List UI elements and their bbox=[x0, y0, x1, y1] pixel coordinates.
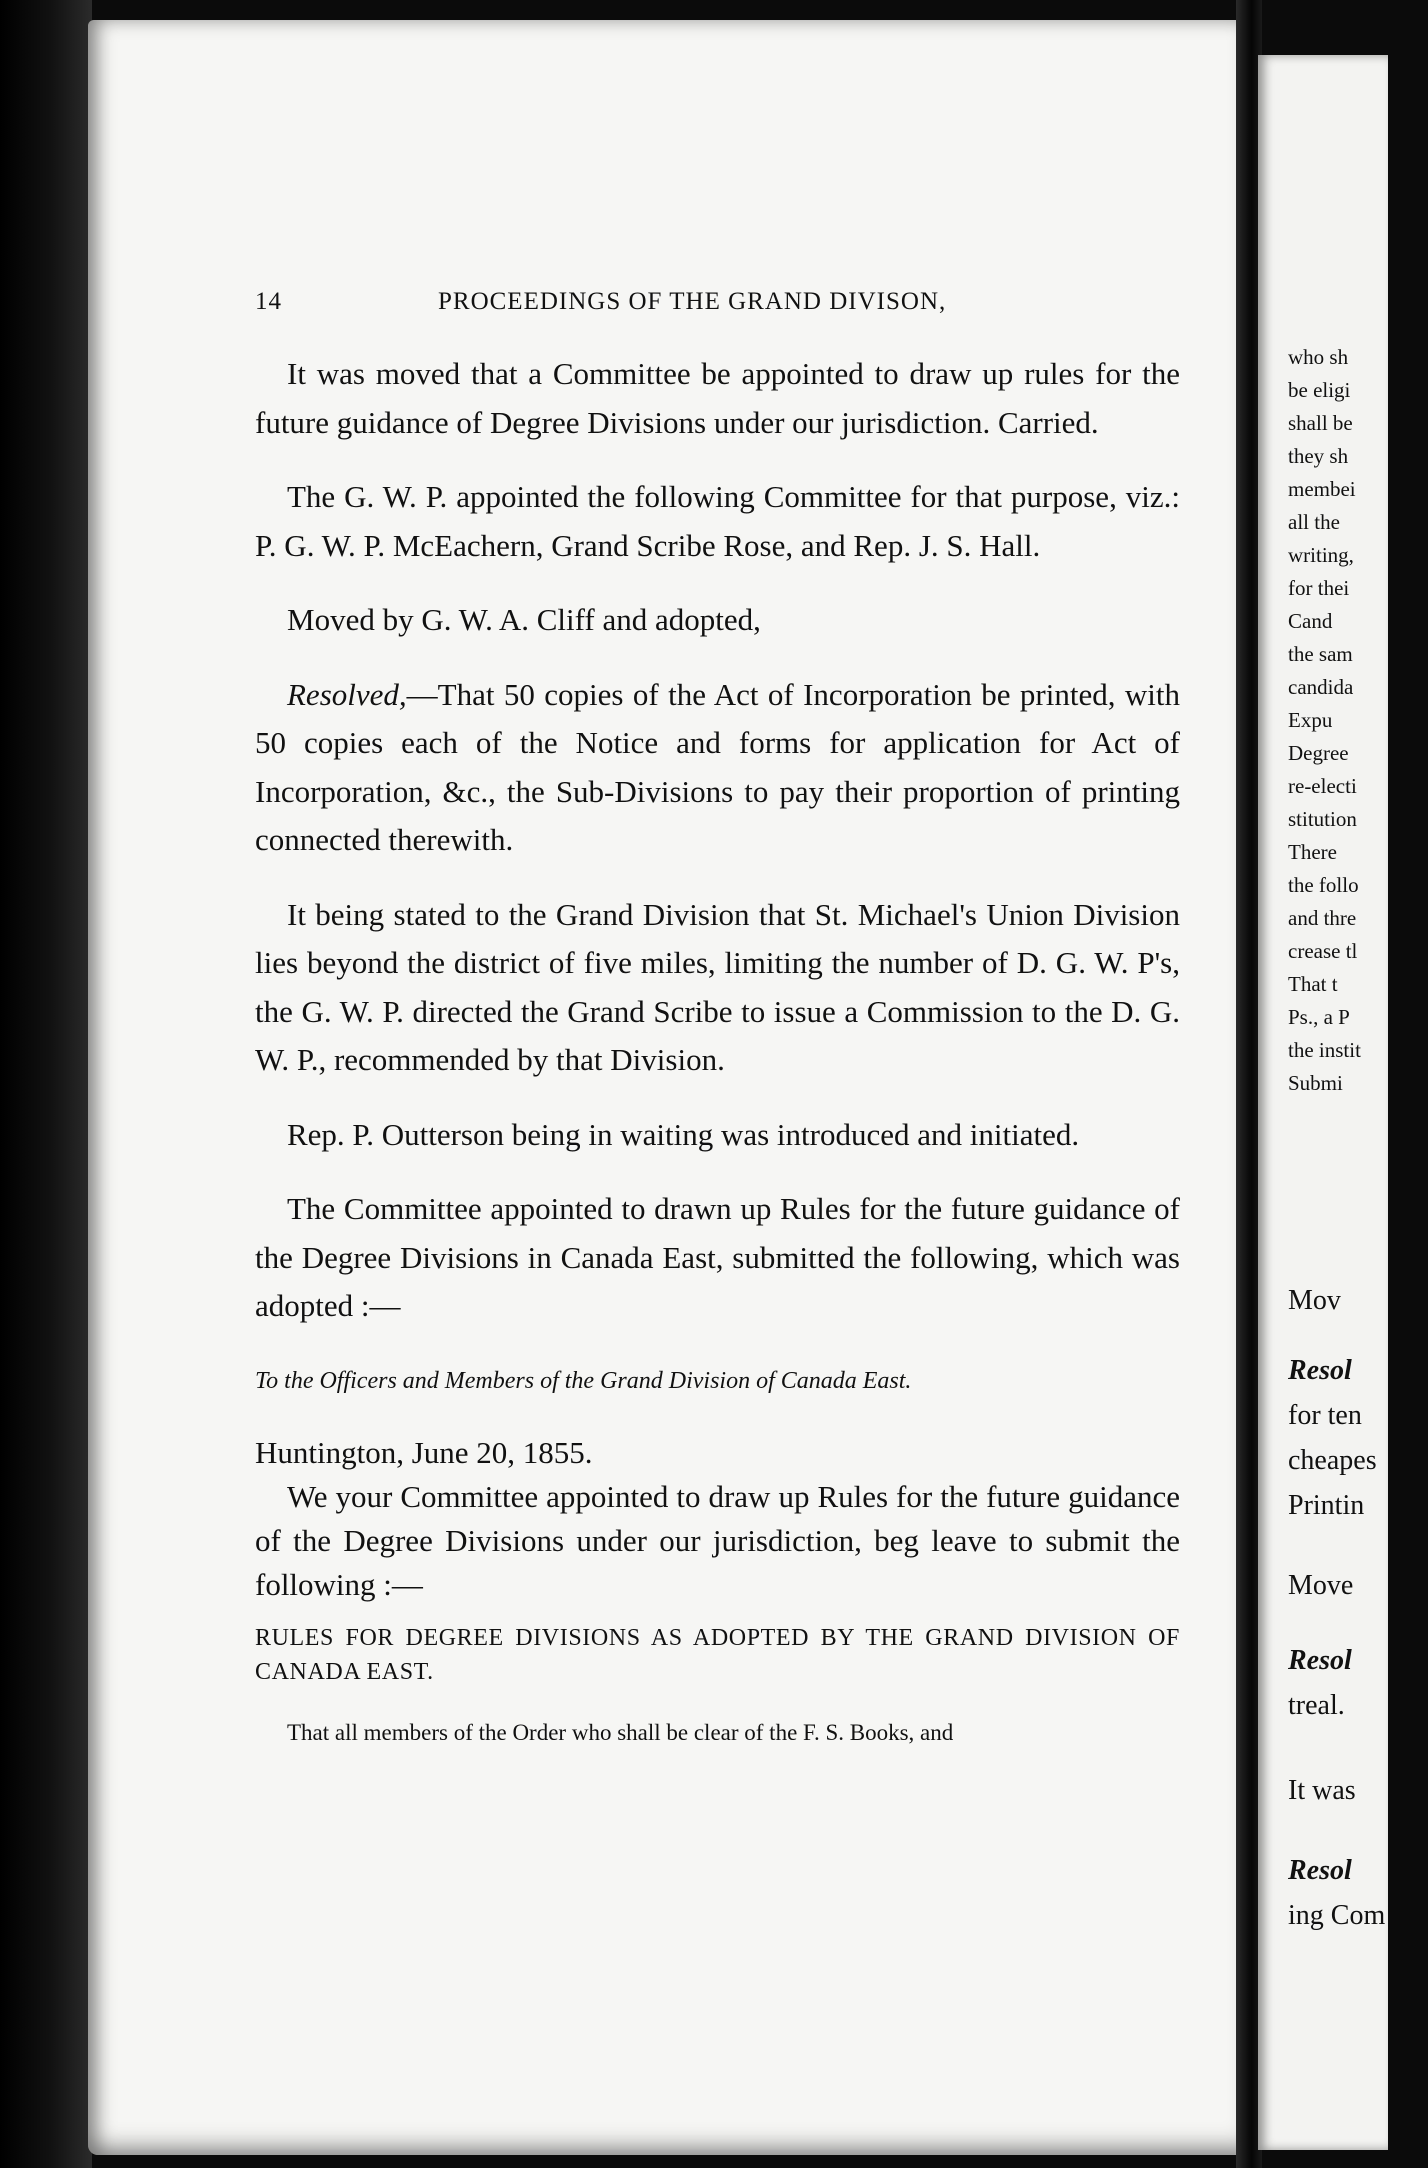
page-number: 14 bbox=[255, 288, 282, 315]
running-title: PROCEEDINGS OF THE GRAND DIVISON, bbox=[438, 288, 947, 315]
scan-border-left bbox=[0, 0, 92, 2168]
adjacent-line: Cand bbox=[1288, 609, 1333, 633]
adjacent-line: the sam bbox=[1288, 642, 1353, 666]
adjacent-line: Resol bbox=[1288, 1855, 1352, 1886]
adjacent-line: Printin bbox=[1288, 1490, 1365, 1521]
report-address: To the Officers and Members of the Grand Division of Canada East. bbox=[255, 1367, 912, 1394]
paragraph-committee-report: The Committee appointed to drawn up Rules for the future guidance of the Degree Divisions in Canada East, submitted the following, which was adopted :— bbox=[255, 1191, 1180, 1323]
adjacent-line: membei bbox=[1288, 477, 1356, 501]
paragraph-moved-by: Moved by G. W. A. Cliff and adopted, bbox=[287, 602, 761, 637]
adjacent-line: Resol bbox=[1288, 1355, 1352, 1386]
adjacent-line: writing, bbox=[1288, 543, 1354, 567]
paragraph-committee-motion: It was moved that a Committee be appointed to draw up rules for the future guidance of Degree Divisions under our jurisdiction. Carried. bbox=[255, 356, 1180, 440]
adjacent-line: re-electi bbox=[1288, 774, 1357, 798]
adjacent-line: crease tl bbox=[1288, 939, 1358, 963]
adjacent-line: be eligi bbox=[1288, 378, 1351, 402]
adjacent-line: Ps., a P bbox=[1288, 1005, 1350, 1029]
paragraph-resolution bbox=[255, 671, 1180, 865]
rules-heading: RULES FOR DEGREE DIVISIONS AS ADOPTED BY THE GRAND DIVISION OF CANADA EAST. bbox=[255, 1625, 1180, 1685]
paragraph-rules-first: That all members of the Order who shall be clear of the F. S. Books, and bbox=[287, 1720, 954, 1745]
resolved-lead: Resolved, bbox=[287, 676, 407, 712]
adjacent-line: the follo bbox=[1288, 873, 1359, 897]
adjacent-line: There bbox=[1288, 840, 1337, 864]
adjacent-line: It was bbox=[1288, 1775, 1356, 1806]
adjacent-line: and thre bbox=[1288, 906, 1357, 930]
paragraph-report-intro: We your Committee appointed to draw up Rules for the future guidance of the Degree Divisions under our jurisdiction, beg leave to submit the following :— bbox=[255, 1479, 1180, 1602]
adjacent-line: cheapes bbox=[1288, 1445, 1377, 1476]
adjacent-line: candida bbox=[1288, 675, 1354, 699]
paragraph-committee-appointed: The G. W. P. appointed the following Committee for that purpose, viz.: P. G. W. P. McEachern, Grand Scribe Rose, and Rep. J. S. Hall. bbox=[255, 479, 1180, 563]
adjacent-line: for ten bbox=[1288, 1400, 1362, 1431]
adjacent-line: Resol bbox=[1288, 1645, 1352, 1676]
adjacent-line: Degree bbox=[1288, 741, 1349, 765]
adjacent-line: all the bbox=[1288, 510, 1340, 534]
report-dateline: Huntington, June 20, 1855. bbox=[255, 1435, 593, 1470]
paragraph-st-michaels: It being stated to the Grand Division that St. Michael's Union Division lies beyond the district of five miles, limiting the number of D. G. W. P's, the G. W. P. directed the Grand Scribe to issue a Commission to the D. G. W. P., recommended by that Division. bbox=[255, 896, 1180, 1077]
adjacent-line: That t bbox=[1288, 972, 1338, 996]
paragraph-initiation: Rep. P. Outterson being in waiting was introduced and initiated. bbox=[287, 1116, 1080, 1152]
adjacent-line: ing Com bbox=[1288, 1900, 1386, 1931]
adjacent-line: shall be bbox=[1288, 411, 1353, 435]
adjacent-line: the instit bbox=[1288, 1038, 1361, 1062]
adjacent-line: Submi bbox=[1288, 1071, 1343, 1095]
resolution-text: —That 50 copies of the Act of Incorporation be printed, with 50 copies each of the Notice and forms for application for Act of Incorporation, &c., the Sub-Divisions to pay their proportion of printing connected therewith. bbox=[255, 676, 1180, 857]
adjacent-line: for thei bbox=[1288, 576, 1350, 600]
adjacent-line: Move bbox=[1288, 1570, 1354, 1601]
adjacent-line: Expu bbox=[1288, 708, 1333, 732]
adjacent-line: stitution bbox=[1288, 807, 1357, 831]
adjacent-line: Mov bbox=[1288, 1285, 1341, 1316]
adjacent-line: treal. bbox=[1288, 1690, 1345, 1721]
page-body bbox=[255, 350, 1180, 1777]
adjacent-page bbox=[1258, 55, 1388, 2150]
adjacent-line: they sh bbox=[1288, 444, 1349, 468]
adjacent-line: who sh bbox=[1288, 345, 1349, 369]
